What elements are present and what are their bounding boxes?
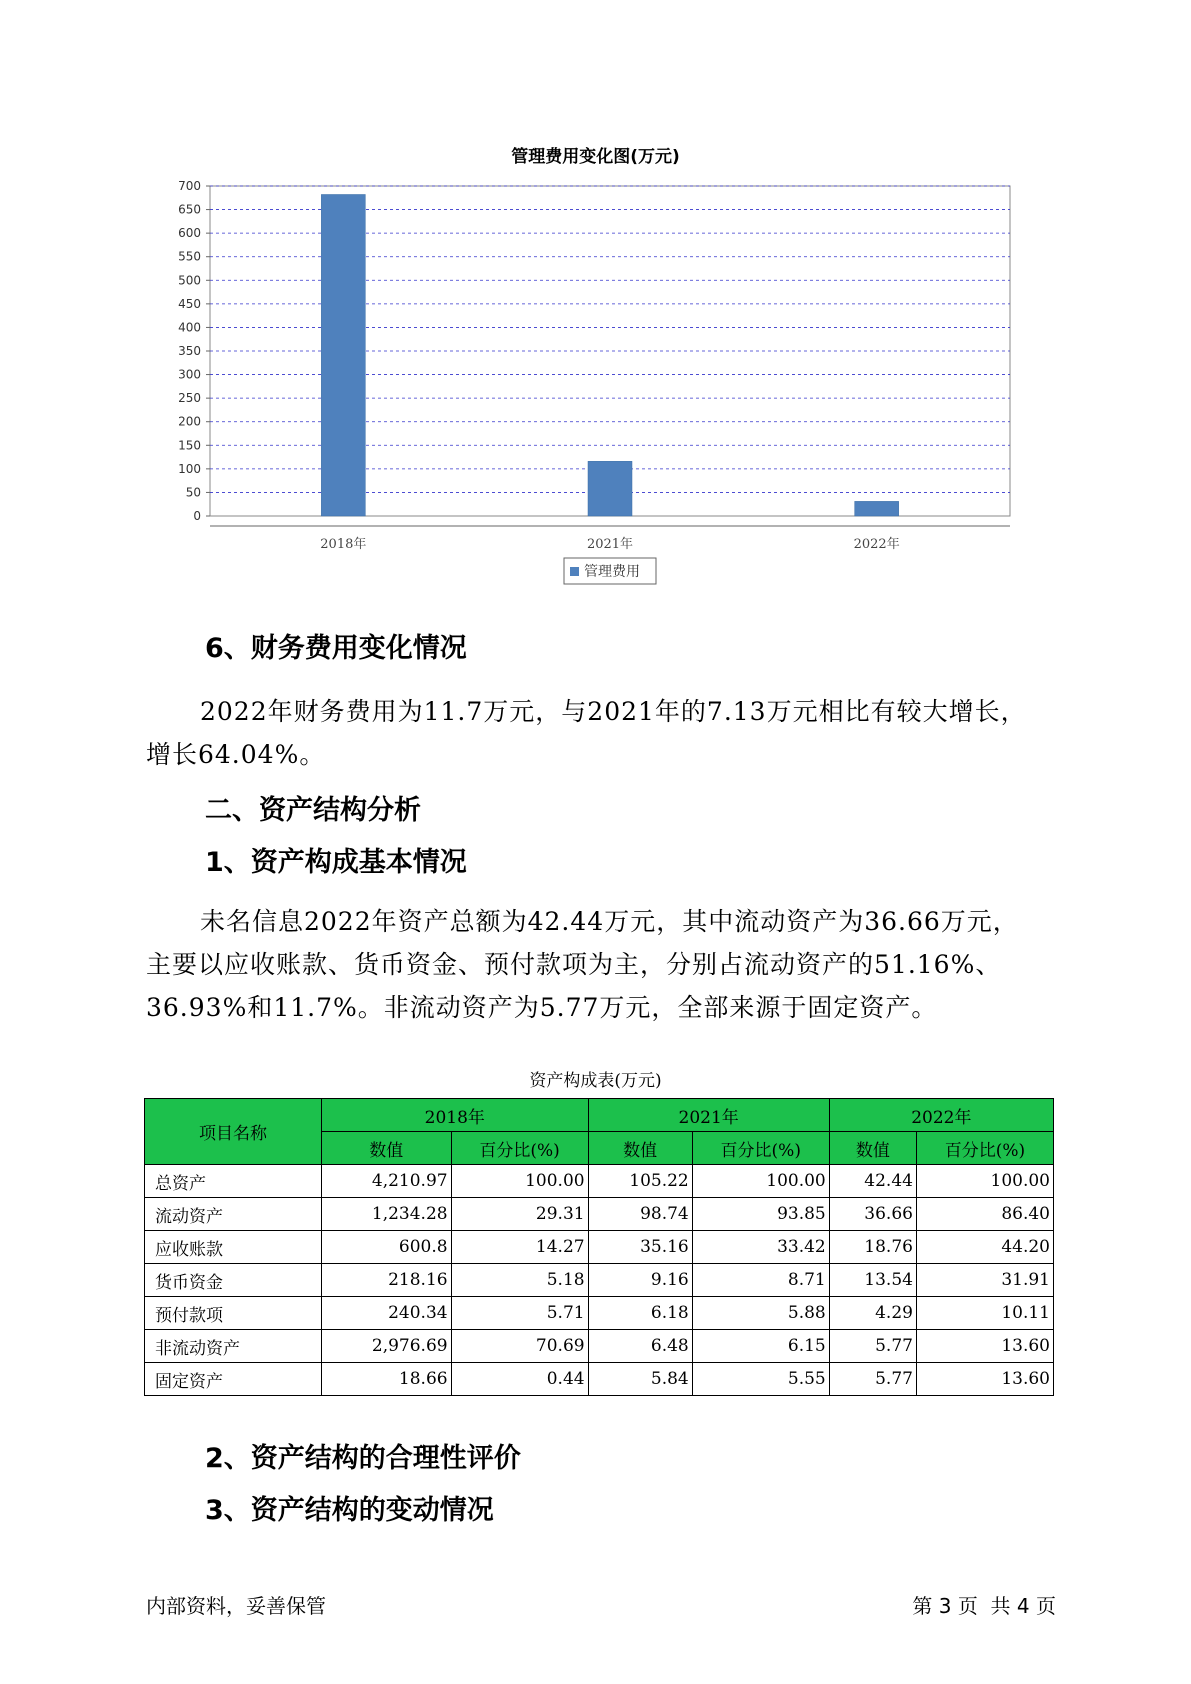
header-item-name: 项目名称 [145,1099,322,1165]
cell-value: 6.18 [588,1297,692,1330]
cell-value: 6.48 [588,1330,692,1363]
row-name: 非流动资产 [145,1330,322,1363]
y-tick-label: 500 [178,273,201,288]
cell-percent: 5.55 [692,1363,829,1396]
cell-value: 35.16 [588,1231,692,1264]
footer-confidential-note: 内部资料，妥善保管 [146,1594,326,1618]
header-year: 2018年 [322,1099,589,1132]
cell-percent: 13.60 [916,1330,1053,1363]
header-year: 2021年 [588,1099,829,1132]
cell-value: 1,234.28 [322,1198,452,1231]
section-6-paragraph [146,690,1046,776]
cell-value: 18.66 [322,1363,452,1396]
table-row [145,1231,1054,1264]
cell-percent: 5.88 [692,1297,829,1330]
asset-structure-table [144,1098,1054,1396]
y-tick-label: 0 [193,509,201,523]
header-value: 数值 [829,1132,916,1165]
bar [855,501,899,516]
cell-percent: 5.18 [451,1264,588,1297]
cell-percent: 86.40 [916,1198,1053,1231]
cell-value: 98.74 [588,1198,692,1231]
cell-value: 36.66 [829,1198,916,1231]
table-row [145,1330,1054,1363]
cell-percent: 31.91 [916,1264,1053,1297]
y-tick-label: 400 [178,320,201,335]
section-2-heading: 2、资产结构的合理性评价 [205,1443,521,1474]
table-row [145,1198,1054,1231]
y-tick-label: 150 [178,438,201,453]
y-tick-label: 200 [178,414,201,429]
table-row [145,1363,1054,1396]
cell-percent: 0.44 [451,1363,588,1396]
y-tick-label: 300 [178,367,201,382]
y-tick-label: 50 [185,485,201,500]
cell-value: 2,976.69 [322,1330,452,1363]
section-1-line-3: 36.93%和11.7%。非流动资产为5.77万元，全部来源于固定资产。 [146,993,938,1022]
row-name: 流动资产 [145,1198,322,1231]
row-name: 固定资产 [145,1363,322,1396]
cell-value: 5.77 [829,1363,916,1396]
section-1-line-1: 未名信息2022年资产总额为42.44万元，其中流动资产为36.66万元， [200,907,1019,936]
cell-percent: 8.71 [692,1264,829,1297]
y-tick-label: 250 [178,391,201,406]
y-tick-label: 450 [178,296,201,311]
y-tick-label: 650 [178,202,201,217]
cell-value: 4,210.97 [322,1165,452,1198]
bar-chart [0,0,1191,600]
header-percent: 百分比(%) [916,1132,1053,1165]
header-value: 数值 [588,1132,692,1165]
cell-percent: 6.15 [692,1330,829,1363]
header-year: 2022年 [829,1099,1053,1132]
header-percent: 百分比(%) [692,1132,829,1165]
section-6-line-1: 2022年财务费用为11.7万元，与2021年的7.13万元相比有较大增长， [200,697,1027,726]
cell-value: 5.84 [588,1363,692,1396]
cell-percent: 93.85 [692,1198,829,1231]
cell-percent: 100.00 [692,1165,829,1198]
section-6-line-2: 增长64.04%。 [146,740,326,769]
cell-value: 9.16 [588,1264,692,1297]
row-name: 总资产 [145,1165,322,1198]
y-tick-label: 550 [178,249,201,264]
cell-value: 600.8 [322,1231,452,1264]
cell-percent: 44.20 [916,1231,1053,1264]
section-1-heading: 1、资产构成基本情况 [205,847,467,878]
bar [588,461,632,516]
y-tick-label: 600 [178,226,201,241]
table-row [145,1297,1054,1330]
x-tick-label: 2018年 [320,537,367,552]
cell-value: 240.34 [322,1297,452,1330]
cell-value: 13.54 [829,1264,916,1297]
section-6-heading: 6、财务费用变化情况 [205,633,467,664]
cell-percent: 10.11 [916,1297,1053,1330]
section-1-paragraph [146,900,1046,1029]
cell-percent: 33.42 [692,1231,829,1264]
x-tick-label: 2021年 [586,537,634,552]
legend-swatch [570,567,579,576]
footer-page-number: 第 3 页 共 4 页 [912,1594,1056,1618]
y-tick-label: 100 [178,461,201,476]
cell-percent: 100.00 [916,1165,1053,1198]
cell-percent: 5.71 [451,1297,588,1330]
section-3-heading: 3、资产结构的变动情况 [205,1495,494,1526]
row-name: 货币资金 [145,1264,322,1297]
header-percent: 百分比(%) [451,1132,588,1165]
table-row [145,1264,1054,1297]
cell-value: 4.29 [829,1297,916,1330]
y-tick-label: 350 [178,344,201,358]
row-name: 预付款项 [145,1297,322,1330]
cell-percent: 29.31 [451,1198,588,1231]
y-tick-label: 700 [178,179,201,193]
cell-value: 5.77 [829,1330,916,1363]
cell-value: 105.22 [588,1165,692,1198]
table-caption: 资产构成表(万元) [529,1071,662,1091]
x-tick-label: 2022年 [853,537,900,552]
table-row [145,1165,1054,1198]
cell-percent: 14.27 [451,1231,588,1264]
bar [321,194,365,516]
chart-title: 管理费用变化图(万元) [511,147,680,167]
cell-percent: 13.60 [916,1363,1053,1396]
row-name: 应收账款 [145,1231,322,1264]
cell-percent: 100.00 [451,1165,588,1198]
part-2-heading: 二、资产结构分析 [205,795,421,826]
cell-value: 42.44 [829,1165,916,1198]
legend-label: 管理费用 [584,564,640,580]
section-1-line-2: 主要以应收账款、货币资金、预付款项为主，分别占流动资产的51.16%、 [146,950,1002,979]
cell-value: 218.16 [322,1264,452,1297]
cell-value: 18.76 [829,1231,916,1264]
header-value: 数值 [322,1132,452,1165]
cell-percent: 70.69 [451,1330,588,1363]
